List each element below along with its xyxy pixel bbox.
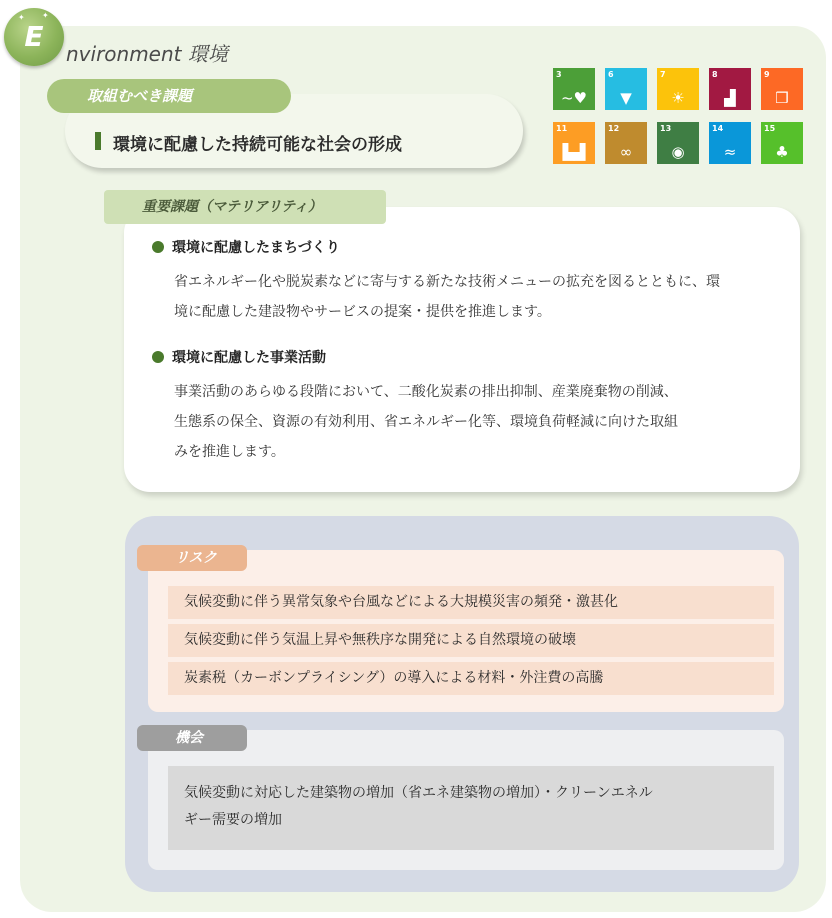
materiality-item-body: 事業活動のあらゆる段階において、二酸化炭素の排出抑制、産業廃棄物の削減、 生態系の保全、資源の有効利用、省エネルギー化等、環境負荷軽減に向けた取組 みを推進します。 <box>174 384 678 460</box>
sparkle-icon: ✦ <box>18 13 25 22</box>
sdg-goal-3-icon: 3 ~♥ <box>553 68 595 110</box>
section-title: nvironment 環境 <box>66 42 228 66</box>
issue-title: 環境に配慮した持続可能な社会の形成 <box>113 135 402 155</box>
issue-tag: 取組むべき課題 <box>47 79 291 113</box>
sdg-goal-9-icon: 9 ❒ <box>761 68 803 110</box>
risk-label: リスク <box>137 545 247 571</box>
sparkle-icon: ✦ <box>42 11 49 20</box>
materiality-card <box>124 207 800 492</box>
title-marker <box>95 132 101 150</box>
sdg-goal-6-icon: 6 ▼ <box>605 68 647 110</box>
opportunity-item: 気候変動に対応した建築物の増加（省エネ建築物の増加）・クリーンエネル ギー需要の増加 <box>168 766 774 850</box>
sdg-goal-15-icon: 15 ♣ <box>761 122 803 164</box>
sdg-goal-13-icon: 13 ◉ <box>657 122 699 164</box>
materiality-item <box>152 347 772 467</box>
materiality-item <box>152 237 772 327</box>
sdg-goal-12-icon: 12 ∞ <box>605 122 647 164</box>
bullet-icon <box>152 241 164 253</box>
sdg-goal-7-icon: 7 ☀ <box>657 68 699 110</box>
sdg-goal-14-icon: 14 ≈ <box>709 122 751 164</box>
sdg-goal-8-icon: 8 ▟ <box>709 68 751 110</box>
sdg-goal-11-icon: 11 ▙▟ <box>553 122 595 164</box>
materiality-item-title: 環境に配慮したまちづくり <box>172 240 340 256</box>
bullet-icon <box>152 351 164 363</box>
materiality-item-title: 環境に配慮した事業活動 <box>172 350 326 366</box>
materiality-item-body: 省エネルギー化や脱炭素などに寄与する新たな技術メニューの拡充を図るとともに、環 境に配慮した建設物やサービスの提案・提供を推進します。 <box>174 274 720 320</box>
badge-letter: E <box>24 20 44 53</box>
sdg-icons <box>553 68 803 164</box>
risk-item: 炭素税（カーボンプライシング）の導入による材料・外注費の高騰 <box>168 662 774 695</box>
risk-item: 気候変動に伴う異常気象や台風などによる大規模災害の頻発・激甚化 <box>168 586 774 619</box>
environment-badge <box>4 8 64 66</box>
opportunity-label: 機会 <box>137 725 247 751</box>
risk-item: 気候変動に伴う気温上昇や無秩序な開発による自然環境の破壊 <box>168 624 774 657</box>
materiality-tag: 重要課題（マテリアリティ） <box>104 190 386 224</box>
